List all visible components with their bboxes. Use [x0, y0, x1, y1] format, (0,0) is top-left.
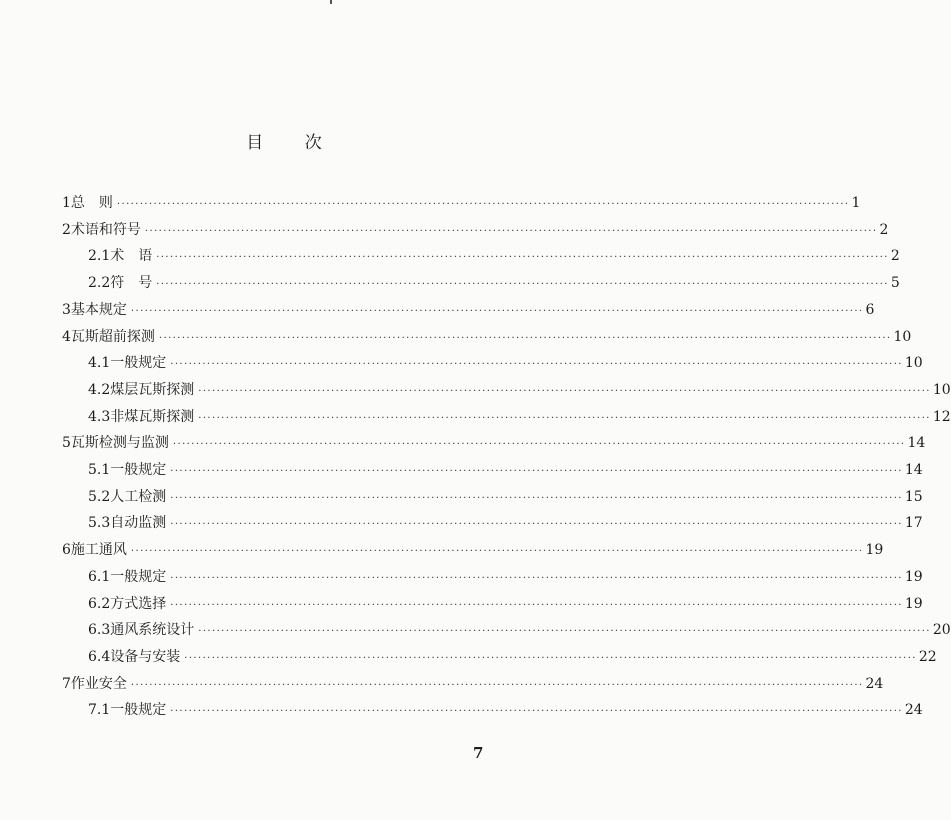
- toc-entry-page: 17: [904, 515, 923, 531]
- toc-entry-number: 2.1: [88, 248, 111, 264]
- toc-entry-page: 22: [918, 649, 937, 665]
- toc-entry-page: 10: [904, 355, 923, 371]
- toc-entry-label: 总 则: [70, 195, 113, 211]
- toc-entry-number: 5.1: [88, 462, 111, 478]
- toc-entry[interactable]: [88, 566, 923, 586]
- toc-entry-label: 符 号: [110, 275, 153, 291]
- toc-entry-page: 19: [904, 596, 923, 612]
- toc-dot-leader: ································································································································································: [130, 546, 864, 557]
- toc-entry[interactable]: [88, 272, 900, 292]
- toc-entry-label: 非煤瓦斯探测: [110, 409, 195, 425]
- toc-entry-label: 作业安全: [70, 676, 127, 692]
- toc-entry-label: 瓦斯超前探测: [70, 329, 155, 345]
- toc-entry[interactable]: [88, 245, 900, 265]
- toc-entry-number: 4: [62, 329, 71, 345]
- toc-dot-leader: ································································································································································: [198, 413, 931, 424]
- page-title: 目 次: [246, 133, 340, 153]
- toc-entry[interactable]: [88, 459, 923, 479]
- toc-entry-page: 19: [904, 569, 923, 585]
- toc-entry-label: 方式选择: [110, 596, 167, 612]
- toc-entry[interactable]: [62, 432, 926, 452]
- toc-entry-page: 5: [890, 275, 900, 291]
- toc-dot-leader: ································································································································································: [170, 359, 903, 370]
- toc-entry[interactable]: [62, 219, 889, 239]
- toc-entry[interactable]: [62, 539, 884, 559]
- toc-entry[interactable]: [88, 512, 923, 532]
- toc-dot-leader: ································································································································································: [156, 252, 889, 263]
- toc-entry-number: 6.2: [88, 596, 111, 612]
- toc-entry-number: 1: [62, 195, 71, 211]
- toc-dot-leader: ································································································································································: [156, 279, 889, 290]
- toc-dot-leader: ································································································································································: [198, 386, 931, 397]
- toc-entry[interactable]: [88, 619, 951, 639]
- toc-entry-number: 4.3: [88, 409, 111, 425]
- toc-entry-page: 19: [865, 542, 884, 558]
- toc-entry-page: 12: [932, 409, 951, 425]
- toc-entry[interactable]: [62, 326, 912, 346]
- toc-entry-label: 煤层瓦斯探测: [110, 382, 195, 398]
- toc-entry-label: 术语和符号: [70, 222, 141, 238]
- toc-entry-page: 24: [904, 702, 923, 718]
- toc-entry-label: 一般规定: [110, 569, 167, 585]
- toc-entry-page: 10: [893, 329, 912, 345]
- toc-entry-number: 7.1: [88, 702, 111, 718]
- toc-dot-leader: ································································································································································: [144, 226, 878, 237]
- toc-entry-page: 2: [879, 222, 889, 238]
- toc-dot-leader: ································································································································································: [170, 573, 903, 584]
- toc-entry-number: 6.3: [88, 622, 111, 638]
- toc-entry-number: 4.2: [88, 382, 111, 398]
- toc-dot-leader: ································································································································································: [158, 333, 892, 344]
- toc-entry-number: 6.4: [88, 649, 111, 665]
- toc-entry-number: 5.2: [88, 489, 111, 505]
- toc-dot-leader: ································································································································································: [170, 493, 903, 504]
- toc-entry-page: 14: [907, 435, 926, 451]
- toc-entry[interactable]: [88, 352, 923, 372]
- toc-entry-number: 3: [62, 302, 71, 318]
- toc-entry-number: 7: [62, 676, 71, 692]
- toc-entry[interactable]: [62, 192, 861, 212]
- toc-entry[interactable]: [88, 486, 923, 506]
- scan-speck: [330, 0, 332, 4]
- toc-dot-leader: ································································································································································: [172, 439, 906, 450]
- toc-entry[interactable]: [88, 646, 937, 666]
- toc-entry-number: 4.1: [88, 355, 111, 371]
- toc-entry[interactable]: [88, 593, 923, 613]
- toc-entry-page: 1: [851, 195, 861, 211]
- toc-entry[interactable]: [88, 406, 951, 426]
- toc-entry-page: 2: [890, 248, 900, 264]
- toc-entry[interactable]: [88, 379, 951, 399]
- toc-entry-number: 6.1: [88, 569, 111, 585]
- toc-dot-leader: ································································································································································: [170, 466, 903, 477]
- toc-entry-page: 15: [904, 489, 923, 505]
- toc-entry-label: 瓦斯检测与监测: [70, 435, 169, 451]
- toc-dot-leader: ································································································································································: [116, 199, 850, 210]
- toc-dot-leader: ································································································································································: [170, 600, 903, 611]
- page-number: 7: [473, 744, 484, 762]
- toc-entry-page: 10: [932, 382, 951, 398]
- toc-dot-leader: ································································································································································: [130, 680, 864, 691]
- toc-entry-page: 20: [932, 622, 951, 638]
- toc-entry-page: 6: [865, 302, 875, 318]
- toc-entry-label: 设备与安装: [110, 649, 181, 665]
- toc-entry-label: 术 语: [110, 248, 153, 264]
- toc-entry-label: 一般规定: [110, 355, 167, 371]
- toc-entry-label: 基本规定: [70, 302, 127, 318]
- toc-entry-page: 14: [904, 462, 923, 478]
- toc-entry-number: 2.2: [88, 275, 111, 291]
- toc-entry[interactable]: [62, 299, 875, 319]
- toc-entry-label: 施工通风: [70, 542, 127, 558]
- toc-dot-leader: ································································································································································: [184, 653, 917, 664]
- toc-dot-leader: ································································································································································: [170, 519, 903, 530]
- toc-entry-number: 5.3: [88, 515, 111, 531]
- toc-entry[interactable]: [88, 699, 923, 719]
- toc-entry-number: 6: [62, 542, 71, 558]
- toc-entry-label: 一般规定: [110, 462, 167, 478]
- toc-dot-leader: ································································································································································: [130, 306, 864, 317]
- toc-entry-number: 2: [62, 222, 71, 238]
- toc-entry-page: 24: [865, 676, 884, 692]
- toc-dot-leader: ································································································································································: [170, 706, 903, 717]
- toc-entry-label: 自动监测: [110, 515, 167, 531]
- toc-dot-leader: ································································································································································: [198, 626, 931, 637]
- toc-entry-number: 5: [62, 435, 71, 451]
- toc-entry-label: 一般规定: [110, 702, 167, 718]
- toc-entry[interactable]: [62, 673, 884, 693]
- toc-entry-label: 人工检测: [110, 489, 167, 505]
- toc-entry-label: 通风系统设计: [110, 622, 195, 638]
